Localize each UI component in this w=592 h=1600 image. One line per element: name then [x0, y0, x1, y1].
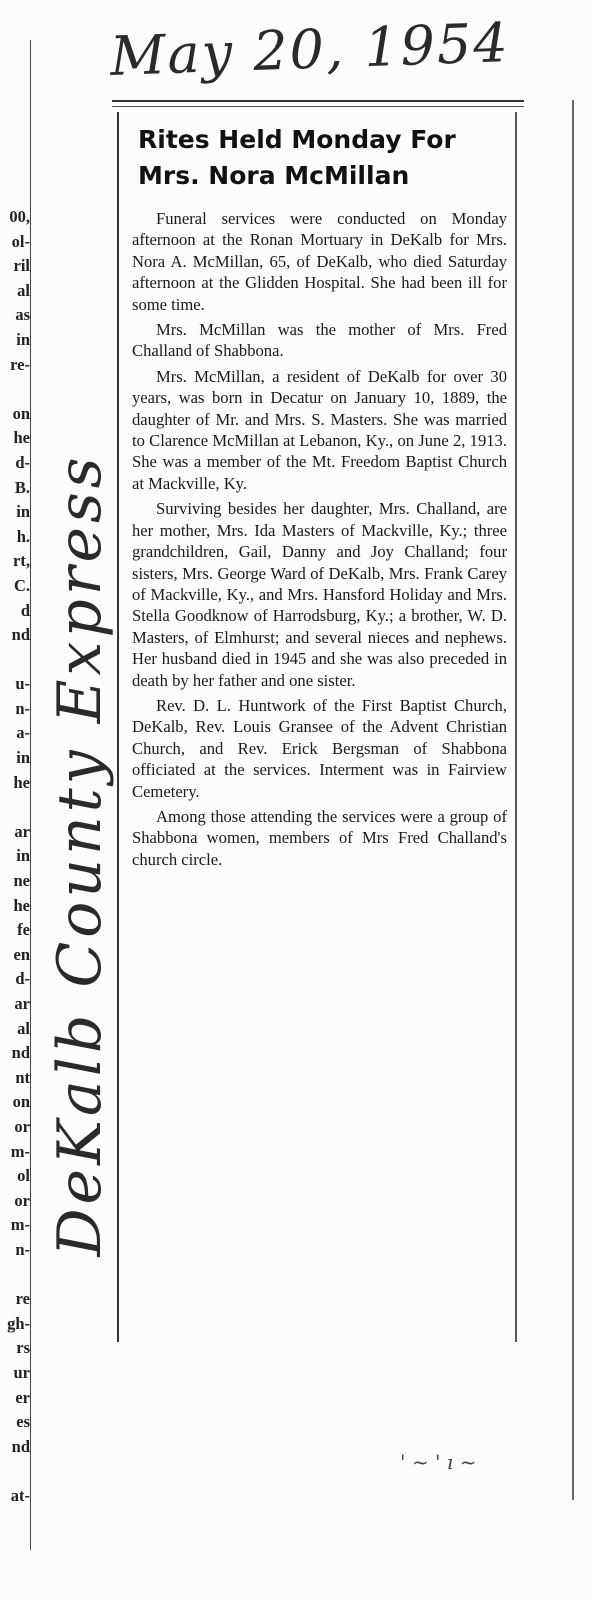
fragment-line: ne	[13, 871, 30, 891]
fragment-line: nd	[11, 1436, 30, 1456]
fragment-line: ril	[13, 256, 30, 276]
fragment-line: u-	[15, 674, 30, 694]
fragment-line: or	[14, 1190, 30, 1210]
fragment-line: at-	[10, 1485, 30, 1505]
fragment-line: rt,	[13, 551, 30, 571]
clipping-right-edge	[515, 112, 517, 1342]
fragment-line: ar	[14, 821, 30, 841]
fragment-line	[0, 1459, 30, 1484]
fragment-line: nt	[15, 1067, 30, 1087]
fragment-line: in	[16, 329, 30, 349]
fragment-line: on	[12, 403, 30, 423]
fragment-line: on	[12, 1092, 30, 1112]
fragment-line: fe	[17, 920, 30, 940]
fragment-line: rs	[16, 1338, 30, 1358]
fragment-line: he	[13, 428, 30, 448]
paragraph-attendees: Among those attending the services were a group of Shabbona women, members of Mrs Fred Challand's church circle.	[132, 806, 507, 869]
fragment-line: m-	[10, 1141, 30, 1161]
fragment-line: al	[17, 280, 30, 300]
fragment-line: h.	[16, 526, 30, 546]
fragment-line: er	[15, 1387, 30, 1407]
fragment-line: al	[17, 1018, 30, 1038]
fragment-line: nd	[11, 1043, 30, 1063]
obituary-article	[132, 122, 507, 874]
fragment-line	[0, 377, 30, 402]
fragment-line	[0, 648, 30, 673]
handwritten-date: May 20, 1954	[109, 11, 511, 88]
fragment-line: en	[13, 944, 30, 964]
handwritten-source-note: DeKalb County Express	[45, 453, 115, 1257]
bottom-stray-marks: ' ~ ' ı ~	[400, 1450, 477, 1474]
fragment-line: a-	[16, 723, 30, 743]
fragment-line: m-	[10, 1215, 30, 1235]
fragment-line: ol-	[11, 231, 30, 251]
paragraph-mother-of: Mrs. McMillan was the mother of Mrs. Fred Challand of Shabbona.	[132, 320, 507, 361]
fragment-line: as	[15, 305, 30, 325]
fragment-line: 00,	[9, 207, 30, 226]
fragment-line: d-	[15, 969, 30, 989]
fragment-line: d	[20, 600, 30, 620]
fragment-line: re-	[10, 354, 30, 374]
fragment-line: n-	[15, 1239, 30, 1259]
fragment-line: he	[13, 772, 30, 792]
top-rule	[112, 100, 524, 102]
fragment-line: ol	[17, 1166, 30, 1186]
fragment-line: in	[16, 502, 30, 522]
fragment-line: es	[16, 1412, 30, 1432]
paragraph-funeral: Funeral services were conducted on Monday afternoon at the Ronan Mortuary in DeKalb for Mrs. Nora A. McMillan, 65, of DeKalb, who died Saturday afternoon at the Glidden Hospital. She had been ill for some time.	[132, 209, 507, 314]
fragment-line: gh-	[7, 1313, 30, 1333]
left-page-border	[30, 40, 31, 1550]
article-headline: Rites Held Monday For Mrs. Nora McMillan	[138, 125, 456, 190]
fragment-line: B.	[14, 477, 30, 497]
fragment-line	[0, 1263, 30, 1288]
fragment-line: or	[14, 1116, 30, 1136]
fragment-line: n-	[15, 698, 30, 718]
fragment-line	[0, 795, 30, 820]
fragment-line: d-	[15, 452, 30, 472]
fragment-line: in	[16, 846, 30, 866]
paragraph-biography: Mrs. McMillan, a resident of DeKalb for over 30 years, was born in Decatur on January 10, 1889, the daughter of Mr. and Mrs. S. Masters. She was married to Clarence McMillan at Lebanon, Ky., on June 2, 1913. She was a member of the Mt. Freedom Baptist Church at Mackville, Ky.	[132, 366, 507, 493]
paragraph-survivors: Surviving besides her daughter, Mrs. Challand, are her mother, Mrs. Ida Masters of Mackville, Ky.; three grandchildren, Gail, Danny and Joy Challand; four sisters, Mrs. George Ward of DeKalb, Mrs. Frank Carey of Mackville, Ky., and Mrs. Hansford Holiday and Mrs. Stella Goodknow of Harrodsburg, Ky.; a brother, W. D. Masters, of Elmhurst; and several nieces and nephews. Her husband died in 1945 and she was also preceded in death by her father and one sister.	[132, 499, 507, 690]
page-right-edge	[572, 100, 574, 1500]
adjacent-column-fragment	[0, 205, 30, 1508]
fragment-line: nd	[11, 625, 30, 645]
fragment-line: he	[13, 895, 30, 915]
paragraph-officiants: Rev. D. L. Huntwork of the First Baptist Church, DeKalb, Rev. Louis Gransee of the Advent Christian Church, and Rev. Erick Bergsman of Shabbona officiated at the services. Interment was in Fairview Cemetery.	[132, 695, 507, 801]
fragment-line: in	[16, 748, 30, 768]
fragment-line: C.	[13, 575, 30, 595]
fragment-line: re	[15, 1289, 30, 1309]
clipping-left-edge	[117, 112, 119, 1342]
fragment-line: ar	[14, 994, 30, 1013]
fragment-line: ur	[13, 1362, 30, 1382]
top-rule-secondary	[112, 106, 524, 107]
